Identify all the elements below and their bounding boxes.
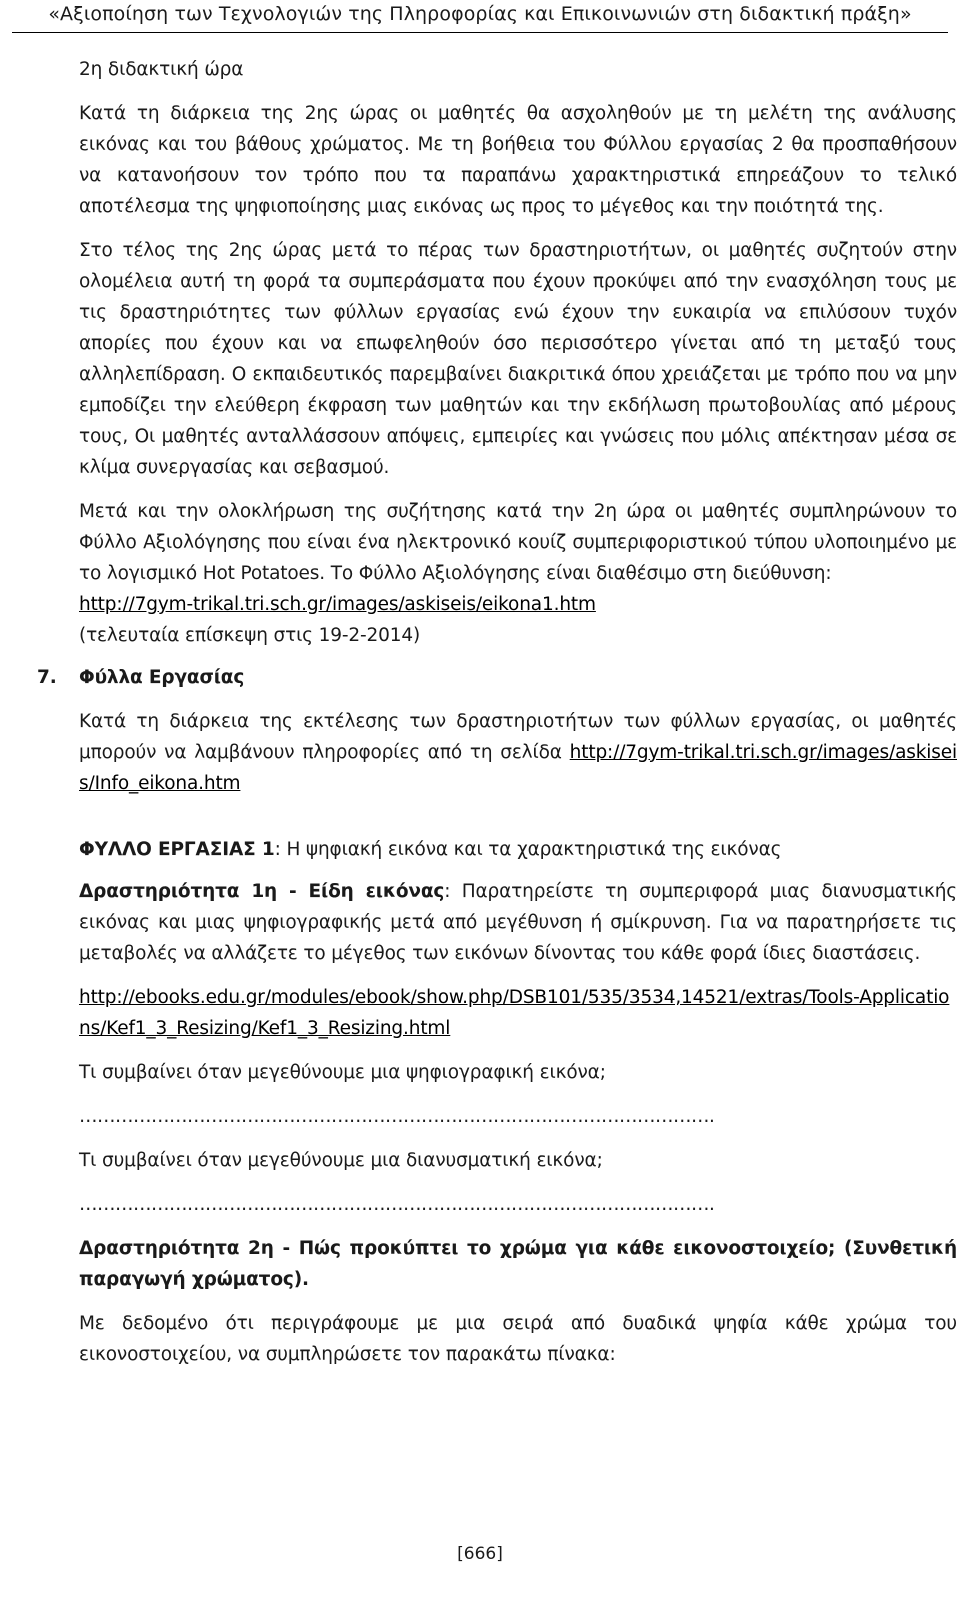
section-7-title: Φύλλα Εργασίας — [79, 667, 245, 688]
question-1-answer-line[interactable]: ……………………………………………………………………………………………. — [79, 1106, 715, 1127]
worksheet-1-subtitle: : Η ψηφιακή εικόνα και τα χαρακτηριστικά της εικόνας — [274, 839, 782, 860]
hour2-paragraph-3: Μετά και την ολοκλήρωση της συζήτησης κατά την 2η ώρα οι μαθητές συμπληρώνουν το Φύλλο Αξιολόγησης που είναι ένα ηλεκτρονικό κουίζ συμπεριφοριστικού τύπου υλοποιημένο με το λογισμικό Hot Potatoes. Το Φύλλο Αξιολόγησης είναι διαθέσιμο στη διεύθυνση: — [79, 501, 957, 584]
question-1: Τι συμβαίνει όταν μεγεθύνουμε μια ψηφιογραφική εικόνα; — [79, 1062, 606, 1083]
section-7-intro — [79, 706, 957, 799]
page-number: [666] — [457, 1544, 503, 1564]
activity-2-label: Δραστηριότητα 2η - Πώς προκύπτει το χρώμα για κάθε εικονοστοιχείο; (Συνθετική παραγωγή χρώματος). — [79, 1238, 957, 1290]
hour2-paragraph-1: Κατά τη διάρκεια της 2ης ώρας οι μαθητές θα ασχοληθούν με τη μελέτη της ανάλυσης εικόνας και του βάθους χρώματος. Με τη βοήθεια του Φύλλου εργασίας 2 θα προσπαθήσουν να κατανοήσουν τον τρόπο που τα παραπάνω χαρακτηριστικά επηρεάζουν το τελικό αποτέλεσμα της ψηφιοποίησης μιας εικόνας ως προς το μέγεθος και την ποιότητά της. — [79, 103, 957, 217]
section-7-heading — [37, 662, 957, 693]
worksheet-1-title — [79, 834, 957, 865]
page-footer — [0, 1543, 960, 1565]
section-7-intro-text: Κατά τη διάρκεια της εκτέλεσης των δραστηριοτήτων των φύλλων εργασίας, οι μαθητές μπορούν να λαμβάνουν πληροφορίες από τη σελίδα — [79, 711, 957, 763]
section-7-number: 7. — [37, 667, 57, 688]
running-header — [0, 0, 960, 44]
hour2-paragraph-2: Στο τέλος της 2ης ώρας μετά το πέρας των δραστηριοτήτων, οι μαθητές συζητούν στην ολομέλεια αυτή τη φορά τα συμπεράσματα που έχουν προκύψει από την ενασχόληση τους με τις δραστηριότητες των φύλλων εργασίας ενώ έχουν την ευκαιρία να επιλύσουν τυχόν απορίες που έχουν και να επωφεληθούν όσο περισσότερο γίνεται από τη μεταξύ τους αλληλεπίδραση. Ο εκπαιδευτικός παρεμβαίνει διακριτικά όπου χρειάζεται με τρόπο που να μην εμποδίζει την ελεύθερη έκφραση των μαθητών και την εκδήλωση πρωτοβουλίας από μέρους τους, Οι μαθητές ανταλλάσσουν απόψεις, εμπειρίες και γνώσεις που μόλις απέκτησαν μέσα σε κλίμα συνεργασίας και σεβασμού. — [79, 240, 957, 478]
activity-2-heading — [79, 1233, 957, 1295]
activity-1-text: : Παρατηρείστε τη συμπεριφορά μιας διανυσματικής εικόνας και μιας ψηφιογραφικής μετά από μεγέθυνση ή σμίκρυνση. Για να παρατηρήσετε τις μεταβολές να αλλάζετε το μέγεθος των εικόνων δίνοντας του κάθε φορά ίδιες διαστάσεις. — [79, 881, 957, 964]
page-body — [37, 54, 958, 1370]
worksheet-1-label: ΦΥΛΛΟ ΕΡΓΑΣΙΑΣ 1 — [79, 839, 275, 860]
activity-1 — [79, 876, 957, 969]
running-header-title: «Αξιοποίηση των Τεχνολογιών της Πληροφορίας και Επικοινωνιών στη διδακτική πράξη» — [48, 3, 912, 25]
last-visit-note: (τελευταία επίσκεψη στις 19-2-2014) — [79, 625, 421, 646]
activity-1-label: Δραστηριότητα 1η - Είδη εικόνας — [79, 881, 445, 902]
evaluation-sheet-link[interactable]: http://7gym-trikal.tri.sch.gr/images/askiseis/eikona1.htm — [79, 594, 596, 615]
header-divider — [12, 32, 948, 33]
resizing-tool-link[interactable]: http://ebooks.edu.gr/modules/ebook/show.php/DSB101/535/3534,14521/extras/Tools-Applications/Kef1_3_Resizing/Kef1_3_Resizing.html — [79, 987, 950, 1039]
activity-2-text: Με δεδομένο ότι περιγράφουμε με μια σειρά από δυαδικά ψηφία κάθε χρώμα του εικονοστοιχείου, να συμπληρώσετε τον παρακάτω πίνακα: — [79, 1313, 957, 1365]
question-2: Τι συμβαίνει όταν μεγεθύνουμε μια διανυσματική εικόνα; — [79, 1150, 603, 1171]
hour2-heading: 2η διδακτική ώρα — [79, 59, 244, 80]
info-page-link[interactable]: http://7gym-trikal.tri.sch.gr/images/askiseis/Info_eikona.htm — [79, 742, 958, 794]
question-2-answer-line[interactable]: ……………………………………………………………………………………………. — [79, 1194, 715, 1215]
